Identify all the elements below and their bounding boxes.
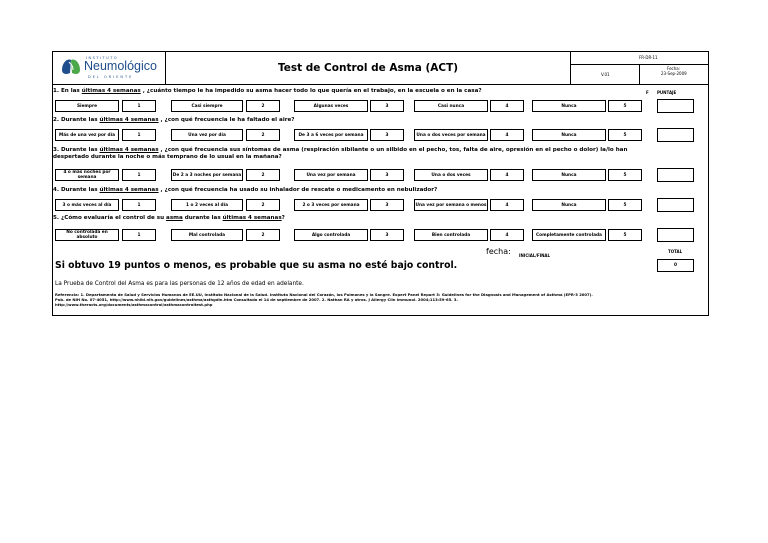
answer-option-value[interactable]: 2 [246, 199, 280, 211]
question-score-box[interactable] [657, 128, 694, 142]
answer-option-value[interactable]: 4 [490, 129, 524, 141]
answer-option-label[interactable]: No controlada en absoluto [55, 229, 119, 241]
question-emphasis: asma [166, 215, 183, 221]
answer-option-value[interactable]: 3 [370, 100, 404, 112]
doc-code-row [571, 51, 709, 65]
answer-option-value[interactable]: 5 [608, 229, 642, 241]
answer-option-value[interactable]: 3 [370, 169, 404, 181]
answer-option-label[interactable]: Una o dos veces por semana [414, 129, 488, 141]
question-fragment: 5. [53, 215, 60, 221]
reference-line-3: http://www.theracts.org/documents/asthmacontrol/asthmacontroltest.php [55, 303, 213, 307]
total-score-value: 0 [674, 263, 677, 268]
logo-top-text: INSTITUTO [86, 56, 119, 60]
answer-option-label[interactable]: Una o dos veces [414, 169, 488, 181]
answer-option-label[interactable]: Completamente controlada [532, 229, 606, 241]
lungs-logo-icon [60, 57, 82, 77]
answer-option-label[interactable]: Una vez por semana [294, 169, 368, 181]
question-emphasis: últimas 4 semanas [99, 147, 159, 153]
warning-text: Si obtuvo 19 puntos o menos, es probable que su asma no esté bajo control. [55, 260, 458, 271]
question-text [53, 187, 437, 194]
total-label: TOTAL [668, 249, 683, 254]
question-fragment: , ¿cuánto tiempo le ha impedido su asma hacer todo lo que quería en el trabajo, en la escuela o en la casa? [142, 88, 482, 94]
answer-option-value[interactable]: 5 [608, 199, 642, 211]
answer-option-label[interactable]: Una vez por día [171, 129, 243, 141]
answer-option-label[interactable]: Algo controlada [294, 229, 368, 241]
date-label: Fecha: [667, 66, 681, 71]
question-fragment: En las [60, 88, 80, 94]
version-text: V.01 [601, 72, 610, 77]
answer-option-label[interactable]: Nunca [532, 169, 606, 181]
version-cell [571, 65, 640, 85]
answer-option-value[interactable]: 2 [246, 229, 280, 241]
answer-option-label[interactable]: Siempre [55, 100, 119, 112]
question-emphasis: últimas 4 semanas [222, 215, 282, 221]
answer-option-value[interactable]: 4 [490, 169, 524, 181]
question-fragment: , ¿con qué frecuencia le ha faltado el aire? [160, 117, 295, 123]
question-fragment: Durante las [60, 187, 98, 193]
answer-option-label[interactable]: Una vez por semana o menos [414, 199, 488, 211]
question-text-continued: despertado durante la noche o más temprano de lo usual en la mañana? [53, 154, 282, 160]
answer-option-label[interactable]: Mal controlada [171, 229, 243, 241]
answer-option-value[interactable]: 4 [490, 100, 524, 112]
logo-main-text: Neumológico [84, 59, 157, 73]
answer-option-label[interactable]: Nunca [532, 199, 606, 211]
question-text [53, 88, 482, 95]
header-meta [571, 51, 709, 85]
answer-option-label[interactable]: Algunas veces [294, 100, 368, 112]
answer-option-value[interactable]: 2 [246, 169, 280, 181]
question-score-box[interactable] [657, 228, 694, 242]
date-value: 23-Sep-2009 [661, 71, 687, 76]
question-fragment: Durante las [60, 117, 98, 123]
reference-line-1: Referencia: 1. Departamento de Salud y Servicios Humanos de EE.UU, Instituto Nacional de la Salud. Instituto Nacional del Corazón, los Pulmones y la Sangre. Expert Panel Report 3: Guidelines for the Diagnosis and Management of Asthma (EPR-3 2007). [55, 293, 593, 297]
answer-option-value[interactable]: 4 [490, 199, 524, 211]
answer-option-label[interactable]: Casi nunca [414, 100, 488, 112]
references [55, 293, 705, 308]
answer-option-label[interactable]: Más de una vez por día [55, 129, 119, 141]
question-fragment: ¿Cómo evaluaría el control de su [60, 215, 165, 221]
form-title: Test de Control de Asma (ACT) [166, 51, 571, 85]
question-emphasis: últimas 4 semanas [99, 187, 159, 193]
answer-option-value[interactable]: 2 [246, 100, 280, 112]
logo-bottom-text: DEL ORIENTE [88, 75, 134, 79]
doc-code: FR-DR-11 [639, 55, 658, 60]
answer-option-value[interactable]: 1 [122, 129, 156, 141]
age-note: La Prueba de Control del Asma es para las personas de 12 años de edad en adelante. [55, 281, 304, 287]
answer-option-label[interactable]: 3 o más veces al día [55, 199, 119, 211]
question-score-box[interactable] [657, 168, 694, 182]
answer-option-value[interactable]: 5 [608, 129, 642, 141]
answer-option-value[interactable]: 5 [608, 100, 642, 112]
answer-option-value[interactable]: 1 [122, 169, 156, 181]
answer-option-label[interactable]: Casi siempre [171, 100, 243, 112]
score-column-label: PUNTAJE [657, 90, 677, 95]
answer-option-value[interactable]: 3 [370, 229, 404, 241]
answer-option-label[interactable]: 2 o 3 veces por semana [294, 199, 368, 211]
question-fragment: ? [281, 215, 285, 221]
question-emphasis: últimas 4 semanas [99, 117, 159, 123]
question-fragment: 1. [53, 88, 60, 94]
reference-line-2: Pub. de NIH No. 07-4051, http://www.nhlbi.nih.gov/guidelines/asthma/asthgdln.htm Consultado el 14 de septiembre de 2007. 2. Nathan RA y otros. J Allergy Clin Immunol. 2004;113:59-65. 3. [55, 298, 458, 302]
fecha-value: INICIAL/FINAL [519, 253, 551, 258]
question-fragment: Durante las [60, 147, 98, 153]
question-fragment: , ¿con qué frecuencia ha usado su inhalador de rescate o medicamento en nebulizador? [160, 187, 438, 193]
answer-option-label[interactable]: Bien controlada [414, 229, 488, 241]
question-fragment: 4. [53, 187, 60, 193]
answer-option-value[interactable]: 3 [370, 129, 404, 141]
answer-option-label[interactable]: De 3 a 6 veces por semana [294, 129, 368, 141]
question-text [53, 215, 285, 222]
question-fragment: durante las [184, 215, 221, 221]
logo-cell [52, 51, 166, 85]
answer-option-value[interactable]: 1 [122, 199, 156, 211]
answer-option-label[interactable]: 4 o más noches por semana [55, 169, 119, 181]
answer-option-label[interactable]: Nunca [532, 100, 606, 112]
question-fragment: 3. [53, 147, 60, 153]
answer-option-label[interactable]: Nunca [532, 129, 606, 141]
fecha-label: fecha: [486, 247, 511, 256]
answer-option-value[interactable]: 4 [490, 229, 524, 241]
score-column-marker: F [646, 90, 649, 95]
answer-option-value[interactable]: 5 [608, 169, 642, 181]
total-score-box[interactable] [657, 259, 694, 272]
question-text [53, 147, 627, 154]
question-fragment: 2. [53, 117, 60, 123]
answer-option-value[interactable]: 1 [122, 100, 156, 112]
question-emphasis: últimas 4 semanas [81, 88, 141, 94]
answer-option-label[interactable]: 1 o 2 veces al día [171, 199, 243, 211]
question-text [53, 117, 295, 124]
answer-option-label[interactable]: De 2 a 3 noches por semana [171, 169, 243, 181]
answer-option-value[interactable]: 2 [246, 129, 280, 141]
question-score-box[interactable] [657, 99, 694, 113]
answer-option-value[interactable]: 1 [122, 229, 156, 241]
question-score-box[interactable] [657, 198, 694, 212]
answer-option-value[interactable]: 3 [370, 199, 404, 211]
question-fragment: , ¿con qué frecuencia sus síntomas de asma (respiración sibilante o un silbido en el pecho, tos, falta de aire, opresión en el pecho o dolor) la/lo han [160, 147, 628, 153]
